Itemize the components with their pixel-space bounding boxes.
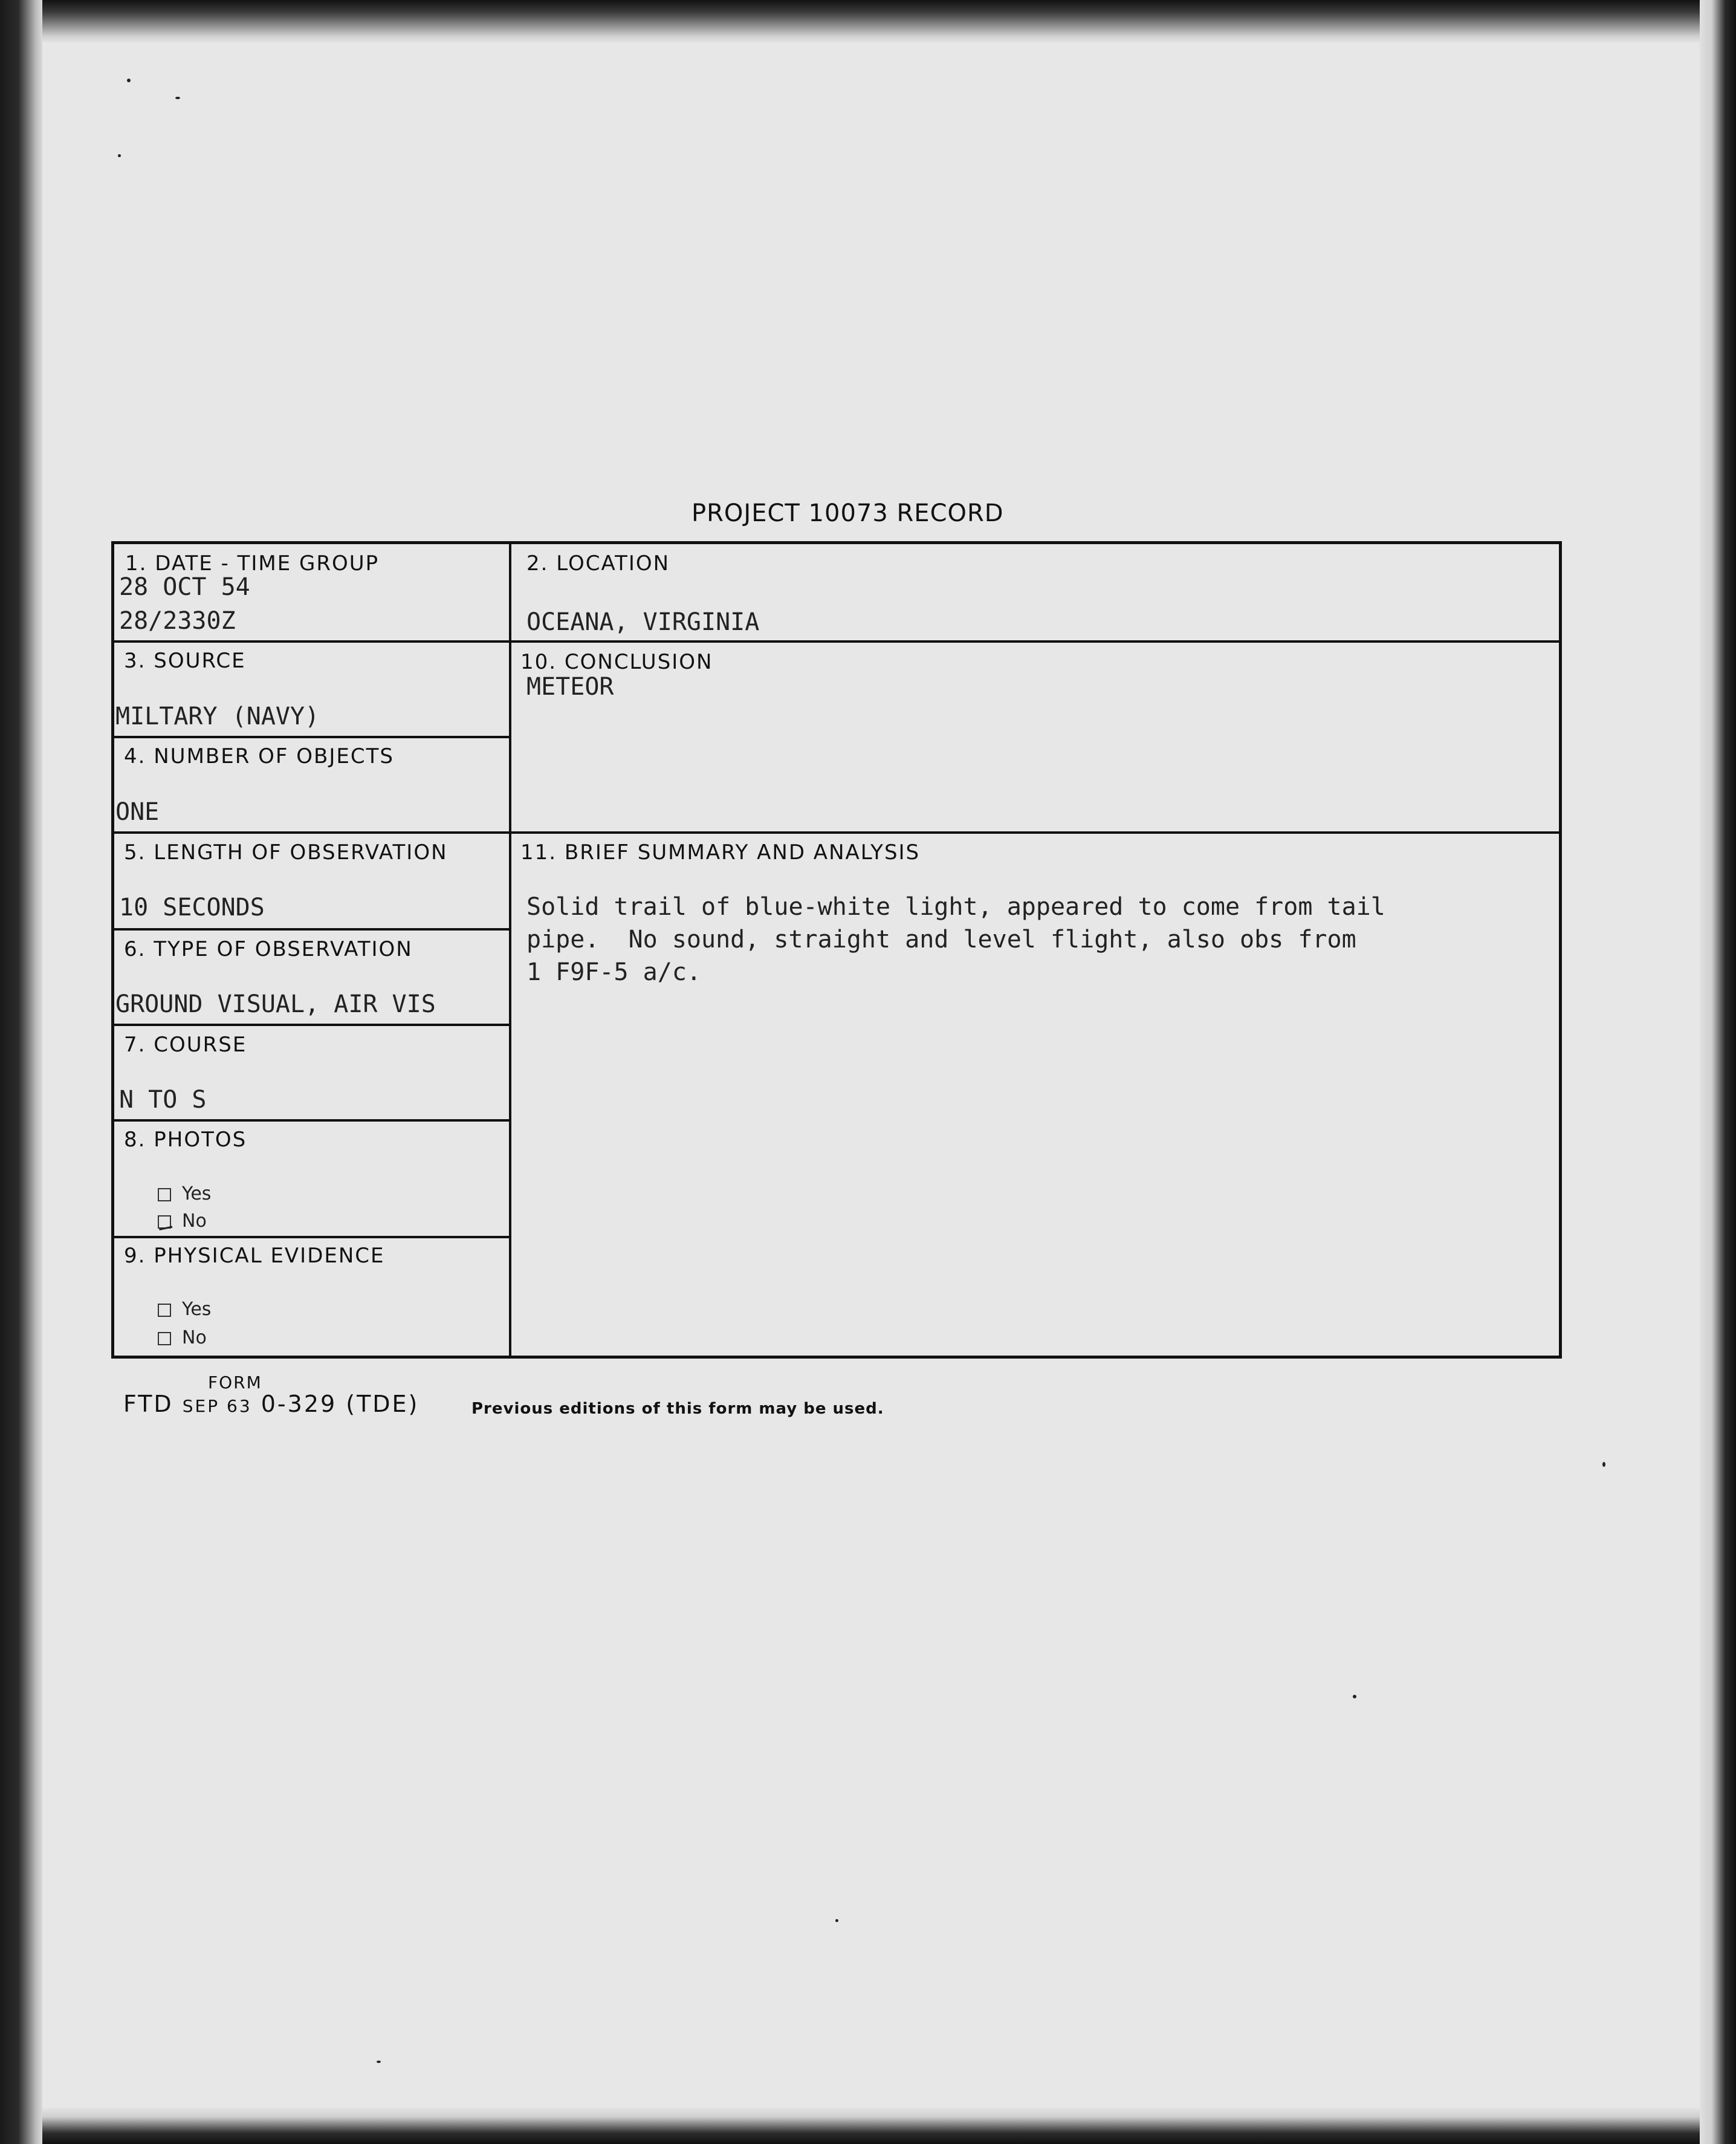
row-divider — [114, 640, 1559, 643]
row-divider — [114, 831, 1559, 834]
form-title: PROJECT 10073 RECORD — [691, 499, 1004, 527]
summary-text: Solid trail of blue-white light, appeared to come from tail pipe. No sound, straight and level flight, also obs from 1 F9F-5 a/c. — [526, 893, 1385, 986]
speck — [1353, 1695, 1356, 1698]
photos-yes-checkbox[interactable] — [158, 1188, 171, 1201]
physical-evidence-yes-option[interactable] — [158, 1299, 211, 1320]
course-value: N TO S — [119, 1086, 207, 1114]
number-of-objects-label: 4. NUMBER OF OBJECTS — [124, 744, 394, 768]
photos-no-checkbox[interactable] — [158, 1215, 171, 1229]
physical-evidence-no-label: No — [182, 1327, 207, 1348]
type-of-observation-label: 6. TYPE OF OBSERVATION — [124, 937, 413, 961]
speck — [175, 97, 180, 99]
row-divider — [114, 736, 509, 738]
course-label: 7. COURSE — [124, 1033, 247, 1057]
source-value: MILTARY (NAVY) — [115, 703, 320, 730]
conclusion-label: 10. CONCLUSION — [520, 650, 713, 674]
column-divider — [509, 544, 511, 1356]
speck — [835, 1919, 838, 1922]
source-label: 3. SOURCE — [124, 649, 246, 673]
scan-edge-right — [1700, 0, 1736, 2144]
physical-evidence-yes-label: Yes — [182, 1299, 212, 1320]
time-value: 28/2330Z — [119, 607, 236, 635]
scan-edge-left — [0, 0, 42, 2144]
photos-no-label: No — [182, 1210, 207, 1232]
row-divider — [114, 1119, 509, 1122]
length-of-observation-value: 10 SECONDS — [119, 894, 265, 921]
footer-note: Previous editions of this form may be used. — [471, 1400, 884, 1418]
scan-edge-bottom — [0, 2108, 1736, 2144]
footer-ftd: FTD — [123, 1391, 173, 1417]
photos-label: 8. PHOTOS — [124, 1128, 247, 1152]
row-divider — [114, 1236, 509, 1238]
speck — [118, 154, 121, 157]
record-form — [111, 541, 1562, 1359]
footer-form-id — [123, 1391, 419, 1417]
photos-no-option[interactable] — [158, 1210, 207, 1232]
footer-date-code: SEP 63 — [182, 1396, 252, 1416]
physical-evidence-label: 9. PHYSICAL EVIDENCE — [124, 1244, 385, 1268]
summary-label: 11. BRIEF SUMMARY AND ANALYSIS — [520, 840, 921, 865]
speck — [377, 2061, 381, 2063]
location-value: OCEANA, VIRGINIA — [526, 608, 760, 636]
physical-evidence-no-checkbox[interactable] — [158, 1332, 171, 1345]
speck — [1602, 1462, 1605, 1467]
row-divider — [114, 1024, 509, 1026]
location-label: 2. LOCATION — [526, 551, 670, 576]
photos-yes-option[interactable] — [158, 1183, 211, 1204]
scan-edge-top — [0, 0, 1736, 42]
speck — [127, 79, 131, 82]
date-time-label: 1. DATE - TIME GROUP — [125, 551, 380, 576]
number-of-objects-value: ONE — [115, 798, 160, 826]
footer-form-number: 0-329 (TDE) — [261, 1391, 419, 1417]
physical-evidence-no-option[interactable] — [158, 1327, 207, 1348]
physical-evidence-yes-checkbox[interactable] — [158, 1304, 171, 1317]
conclusion-value: METEOR — [526, 673, 614, 701]
date-value: 28 OCT 54 — [119, 573, 250, 601]
row-divider — [114, 928, 509, 931]
photos-yes-label: Yes — [182, 1183, 212, 1204]
length-of-observation-label: 5. LENGTH OF OBSERVATION — [124, 840, 448, 865]
type-of-observation-value: GROUND VISUAL, AIR VIS — [115, 990, 436, 1018]
footer-form-word: FORM — [208, 1372, 262, 1392]
